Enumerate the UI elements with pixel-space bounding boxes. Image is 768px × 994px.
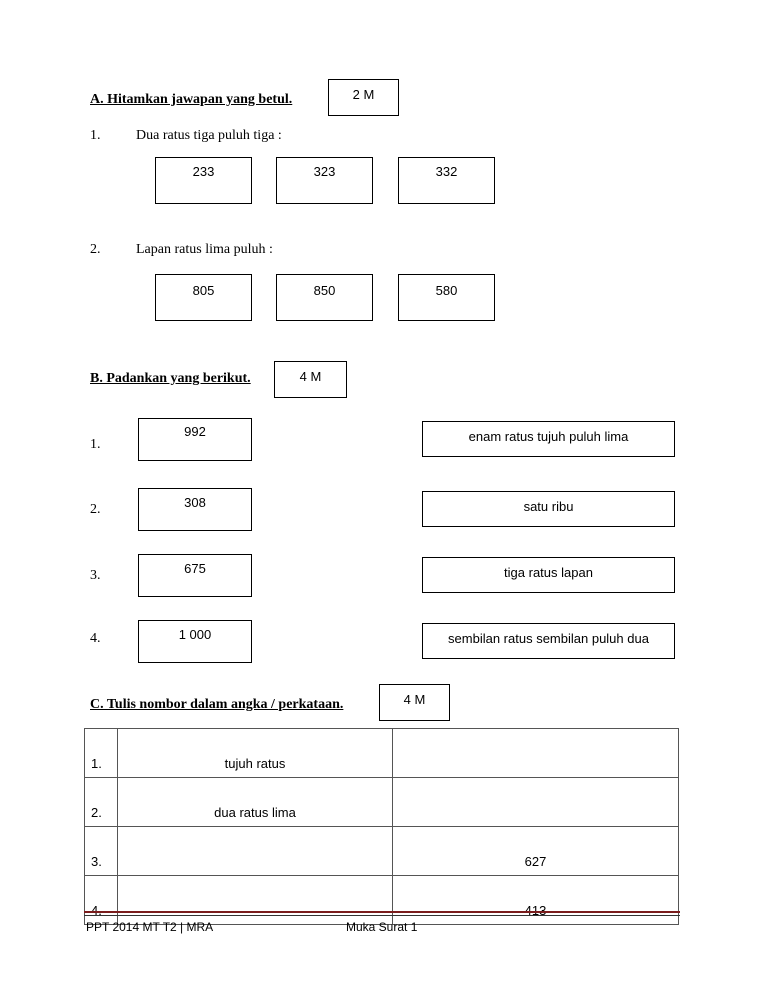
match-words-box-4[interactable] (422, 623, 675, 659)
question-a1-text: Dua ratus tiga puluh tiga : (136, 128, 282, 143)
match-number-box-1[interactable] (138, 418, 252, 461)
match-row-1-number: 1. (90, 437, 101, 452)
match-number: 992 (184, 424, 206, 439)
footer-rule-thin (84, 915, 680, 916)
section-a-heading: A. Hitamkan jawapan yang betul. (90, 92, 293, 107)
match-number: 1 000 (178, 627, 212, 642)
option-label: 580 (435, 283, 458, 298)
match-words: enam ratus tujuh puluh lima (468, 429, 629, 444)
question-a2-text: Lapan ratus lima puluh : (136, 242, 273, 257)
option-a1-1[interactable] (155, 157, 252, 204)
digits-cell[interactable] (393, 729, 679, 778)
words-cell[interactable] (118, 876, 393, 925)
option-label: 805 (192, 283, 215, 298)
question-a1-number: 1. (90, 128, 101, 143)
option-label: 323 (313, 164, 336, 179)
option-a1-2[interactable] (276, 157, 373, 204)
match-words-box-1[interactable] (422, 421, 675, 457)
match-number: 675 (184, 561, 206, 576)
match-number-box-2[interactable] (138, 488, 252, 531)
option-a2-1[interactable] (155, 274, 252, 321)
match-number-box-3[interactable] (138, 554, 252, 597)
match-words: tiga ratus lapan (504, 565, 593, 580)
section-b-marks: 4 M (274, 361, 347, 398)
words-cell[interactable] (118, 827, 393, 876)
row-number: 3. (85, 827, 118, 876)
option-a2-3[interactable] (398, 274, 495, 321)
match-row-3-number: 3. (90, 568, 101, 583)
option-label: 332 (435, 164, 458, 179)
match-words-box-2[interactable] (422, 491, 675, 527)
words-cell[interactable]: tujuh ratus (118, 729, 393, 778)
row-number: 1. (85, 729, 118, 778)
table-row (85, 778, 679, 827)
match-words: satu ribu (523, 499, 574, 514)
match-number-box-4[interactable] (138, 620, 252, 663)
option-a1-3[interactable] (398, 157, 495, 204)
match-number: 308 (184, 495, 206, 510)
question-a2-number: 2. (90, 242, 101, 257)
digits-cell[interactable]: 627 (393, 827, 679, 876)
footer-page: Muka Surat 1 (346, 920, 418, 934)
match-row-2-number: 2. (90, 502, 101, 517)
words-cell[interactable]: dua ratus lima (118, 778, 393, 827)
section-c-marks: 4 M (379, 684, 450, 721)
section-a-marks: 2 M (328, 79, 399, 116)
digits-cell[interactable] (393, 778, 679, 827)
table-row (85, 827, 679, 876)
option-label: 850 (313, 283, 336, 298)
footer-rule (84, 911, 680, 913)
row-number (85, 876, 118, 925)
option-label: 233 (192, 164, 215, 179)
option-a2-2[interactable] (276, 274, 373, 321)
row-number: 2. (85, 778, 118, 827)
match-words-box-3[interactable] (422, 557, 675, 593)
footer-left: PPT 2014 MT T2 | MRA (86, 920, 214, 934)
answer-table (84, 728, 679, 925)
match-words: sembilan ratus sembilan puluh dua (448, 631, 649, 646)
digits-cell[interactable] (393, 876, 679, 925)
table-row (85, 876, 679, 925)
match-row-4-number: 4. (90, 631, 101, 646)
section-b-heading: B. Padankan yang berikut. (90, 371, 251, 386)
table-row (85, 729, 679, 778)
section-c-heading: C. Tulis nombor dalam angka / perkataan. (90, 697, 344, 712)
